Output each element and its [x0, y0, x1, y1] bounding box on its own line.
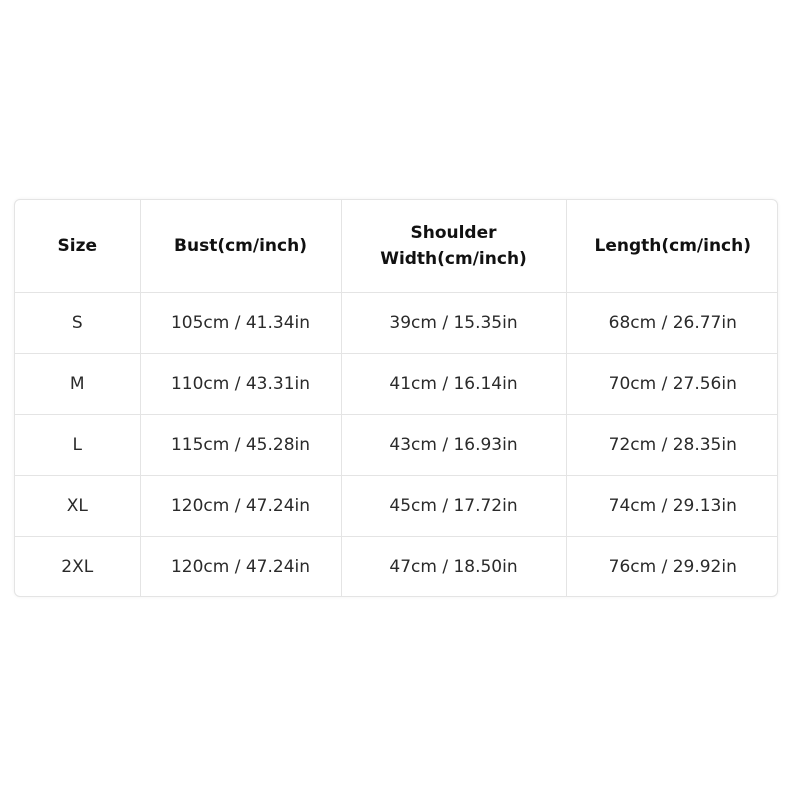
cell-shoulder: 43cm / 16.93in	[341, 414, 566, 475]
header-shoulder-line-1: Shoulder	[410, 222, 497, 243]
cell-size: L	[15, 414, 140, 475]
cell-bust: 115cm / 45.28in	[140, 414, 341, 475]
table-row	[15, 536, 778, 597]
size-chart-card	[14, 199, 778, 597]
header-bust: Bust(cm/inch)	[140, 200, 341, 292]
cell-length: 74cm / 29.13in	[566, 475, 778, 536]
cell-shoulder: 47cm / 18.50in	[341, 536, 566, 597]
cell-size: XL	[15, 475, 140, 536]
header-shoulder-width	[341, 200, 566, 292]
cell-shoulder: 39cm / 15.35in	[341, 292, 566, 353]
size-chart-table	[15, 200, 778, 597]
cell-length: 72cm / 28.35in	[566, 414, 778, 475]
table-row	[15, 475, 778, 536]
cell-length: 68cm / 26.77in	[566, 292, 778, 353]
header-size: Size	[15, 200, 140, 292]
table-row	[15, 414, 778, 475]
cell-bust: 105cm / 41.34in	[140, 292, 341, 353]
header-length: Length(cm/inch)	[566, 200, 778, 292]
cell-bust: 110cm / 43.31in	[140, 353, 341, 414]
cell-length: 70cm / 27.56in	[566, 353, 778, 414]
cell-shoulder: 45cm / 17.72in	[341, 475, 566, 536]
table-row	[15, 353, 778, 414]
cell-bust: 120cm / 47.24in	[140, 536, 341, 597]
cell-length: 76cm / 29.92in	[608, 556, 737, 577]
cell-size: S	[15, 292, 140, 353]
cell-size: M	[15, 353, 140, 414]
header-shoulder-line-2: Width(cm/inch)	[380, 248, 527, 269]
cell-shoulder: 41cm / 16.14in	[341, 353, 566, 414]
cell-bust: 120cm / 47.24in	[140, 475, 341, 536]
cell-size: 2XL	[15, 536, 140, 597]
table-row	[15, 292, 778, 353]
header-row	[15, 200, 778, 292]
